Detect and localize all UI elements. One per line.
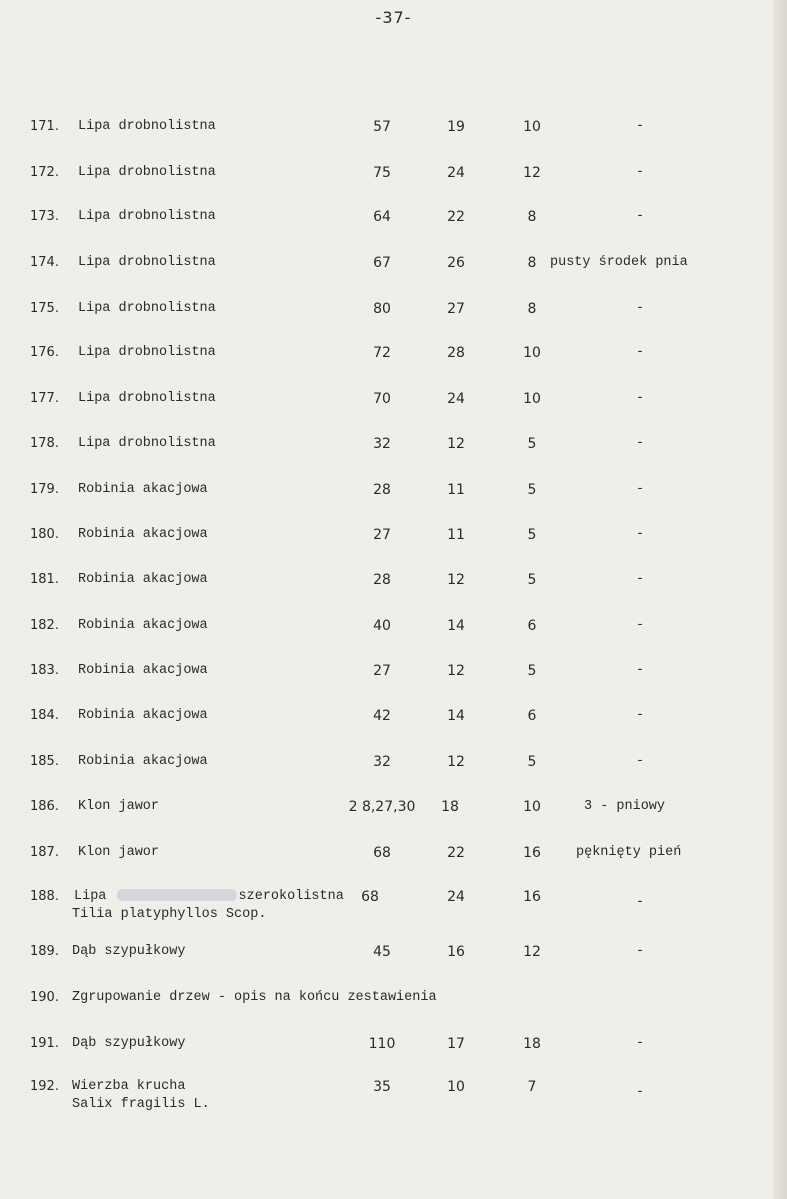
tree-name: Lipa drobnolistna xyxy=(78,436,216,451)
value-3: 16 xyxy=(523,845,541,861)
value-1: 32 xyxy=(373,754,391,770)
latin-name: Tilia platyphyllos Scop. xyxy=(72,907,267,922)
tree-name: Dąb szypułkowy xyxy=(72,1036,186,1051)
value-1: 42 xyxy=(373,708,391,724)
note: - xyxy=(635,527,645,542)
value-2: 10 xyxy=(447,1079,465,1095)
row-number: 176. xyxy=(30,345,59,360)
row-number: 183. xyxy=(30,663,59,678)
note: - xyxy=(635,618,645,633)
note: - xyxy=(635,391,645,406)
tree-name: Robinia akacjowa xyxy=(78,708,208,723)
value-3: 10 xyxy=(523,799,541,815)
row-number: 192. xyxy=(30,1079,59,1094)
note: - xyxy=(635,708,645,723)
row-number: 173. xyxy=(30,209,59,224)
note: - xyxy=(635,1036,645,1051)
value-3: 8 xyxy=(527,301,537,317)
value-2: 24 xyxy=(447,889,465,905)
value-1: 40 xyxy=(373,618,391,634)
row-number: 178. xyxy=(30,436,59,451)
value-1: 64 xyxy=(373,209,391,225)
value-1: 68 xyxy=(373,845,391,861)
tree-name: Lipa drobnolistna xyxy=(78,119,216,134)
note: - xyxy=(635,754,645,769)
value-3: 10 xyxy=(523,391,541,407)
row-number: 188. xyxy=(30,889,59,904)
value-3: 8 xyxy=(527,255,537,271)
table-row xyxy=(0,888,787,924)
tree-name-suffix: szerokolistna xyxy=(238,889,344,904)
page-edge xyxy=(773,0,787,1199)
value-1: 75 xyxy=(373,165,391,181)
tree-name: Lipa drobnolistna xyxy=(78,255,216,270)
value-3: 12 xyxy=(523,165,541,181)
row-number: 191. xyxy=(30,1036,59,1051)
row-number: 174. xyxy=(30,255,59,270)
tree-name xyxy=(74,888,344,906)
value-3: 5 xyxy=(527,436,537,452)
tree-name: Robinia akacjowa xyxy=(78,482,208,497)
value-2: 14 xyxy=(447,708,465,724)
value-2: 12 xyxy=(447,754,465,770)
row-number: 171. xyxy=(30,119,59,134)
value-1: 28 xyxy=(373,572,391,588)
note: - xyxy=(635,1085,645,1100)
value-2: 17 xyxy=(447,1036,465,1052)
row-number: 184. xyxy=(30,708,59,723)
tree-name: Klon jawor xyxy=(78,845,160,860)
ink-smudge xyxy=(117,889,237,901)
tree-name: Robinia akacjowa xyxy=(78,527,208,542)
tree-name: Lipa drobnolistna xyxy=(78,391,216,406)
note: - xyxy=(635,165,645,180)
note: - xyxy=(635,572,645,587)
value-2: 11 xyxy=(447,482,465,498)
row-number: 175. xyxy=(30,301,59,316)
tree-name: Robinia akacjowa xyxy=(78,618,208,633)
value-2: 27 xyxy=(447,301,465,317)
row-number: 190. xyxy=(30,990,59,1005)
tree-name-first: Lipa xyxy=(74,889,107,904)
value-3: 10 xyxy=(523,119,541,135)
note: - xyxy=(635,482,645,497)
tree-name: Robinia akacjowa xyxy=(78,754,208,769)
row-number: 185. xyxy=(30,754,59,769)
page-number: -37- xyxy=(375,8,412,27)
value-3: 6 xyxy=(527,708,537,724)
note: - xyxy=(635,345,645,360)
value-1: 57 xyxy=(373,119,391,135)
value-1: 68 xyxy=(361,889,379,905)
note: - xyxy=(635,301,645,316)
row-number: 179. xyxy=(30,482,59,497)
value-3: 8 xyxy=(527,209,537,225)
row-number: 189. xyxy=(30,944,59,959)
value-3: 6 xyxy=(527,618,537,634)
row-number: 186. xyxy=(30,799,59,814)
value-3: 18 xyxy=(523,1036,541,1052)
value-1: 35 xyxy=(373,1079,391,1095)
value-3: 5 xyxy=(527,482,537,498)
note: - xyxy=(635,944,645,959)
value-1: 67 xyxy=(373,255,391,271)
value-1: 110 xyxy=(368,1036,396,1052)
row-number: 181. xyxy=(30,572,59,587)
tree-name: Wierzba krucha xyxy=(72,1079,186,1094)
group-description: Zgrupowanie drzew - opis na końcu zestawienia xyxy=(72,990,437,1005)
value-1: 28 xyxy=(373,482,391,498)
tree-name: Lipa drobnolistna xyxy=(78,165,216,180)
row-number: 177. xyxy=(30,391,59,406)
value-2: 24 xyxy=(447,391,465,407)
value-1: 27 xyxy=(373,527,391,543)
tree-name: Lipa drobnolistna xyxy=(78,209,216,224)
note: - xyxy=(635,119,645,134)
value-2: 22 xyxy=(447,209,465,225)
value-2: 14 xyxy=(447,618,465,634)
tree-name: Robinia akacjowa xyxy=(78,572,208,587)
note: pęknięty pień xyxy=(576,845,682,860)
value-1: 2 8,27,30 xyxy=(348,799,416,815)
tree-name: Lipa drobnolistna xyxy=(78,345,216,360)
value-1: 45 xyxy=(373,944,391,960)
note: - xyxy=(635,209,645,224)
value-3: 5 xyxy=(527,572,537,588)
tree-name: Dąb szypułkowy xyxy=(72,944,186,959)
value-2: 28 xyxy=(447,345,465,361)
value-3: 5 xyxy=(527,663,537,679)
note: - xyxy=(635,663,645,678)
note: - xyxy=(635,895,645,910)
value-2: 19 xyxy=(447,119,465,135)
value-2: 18 xyxy=(441,799,459,815)
row-number: 172. xyxy=(30,165,59,180)
value-3: 16 xyxy=(523,889,541,905)
value-3: 7 xyxy=(527,1079,537,1095)
tree-name: Robinia akacjowa xyxy=(78,663,208,678)
value-2: 12 xyxy=(447,436,465,452)
value-3: 5 xyxy=(527,754,537,770)
note: - xyxy=(635,436,645,451)
value-2: 12 xyxy=(447,663,465,679)
table-row xyxy=(0,1078,787,1114)
row-number: 180. xyxy=(30,527,59,542)
value-2: 24 xyxy=(447,165,465,181)
value-2: 12 xyxy=(447,572,465,588)
value-1: 72 xyxy=(373,345,391,361)
value-2: 11 xyxy=(447,527,465,543)
latin-name: Salix fragilis L. xyxy=(72,1097,210,1112)
value-1: 70 xyxy=(373,391,391,407)
value-2: 16 xyxy=(447,944,465,960)
value-3: 5 xyxy=(527,527,537,543)
note: 3 - pniowy xyxy=(584,799,666,814)
value-1: 27 xyxy=(373,663,391,679)
value-3: 12 xyxy=(523,944,541,960)
value-1: 80 xyxy=(373,301,391,317)
value-1: 32 xyxy=(373,436,391,452)
note: pusty środek pnia xyxy=(550,255,688,270)
row-number: 182. xyxy=(30,618,59,633)
row-number: 187. xyxy=(30,845,59,860)
tree-name: Lipa drobnolistna xyxy=(78,301,216,316)
value-2: 26 xyxy=(447,255,465,271)
tree-name: Klon jawor xyxy=(78,799,160,814)
value-3: 10 xyxy=(523,345,541,361)
value-2: 22 xyxy=(447,845,465,861)
